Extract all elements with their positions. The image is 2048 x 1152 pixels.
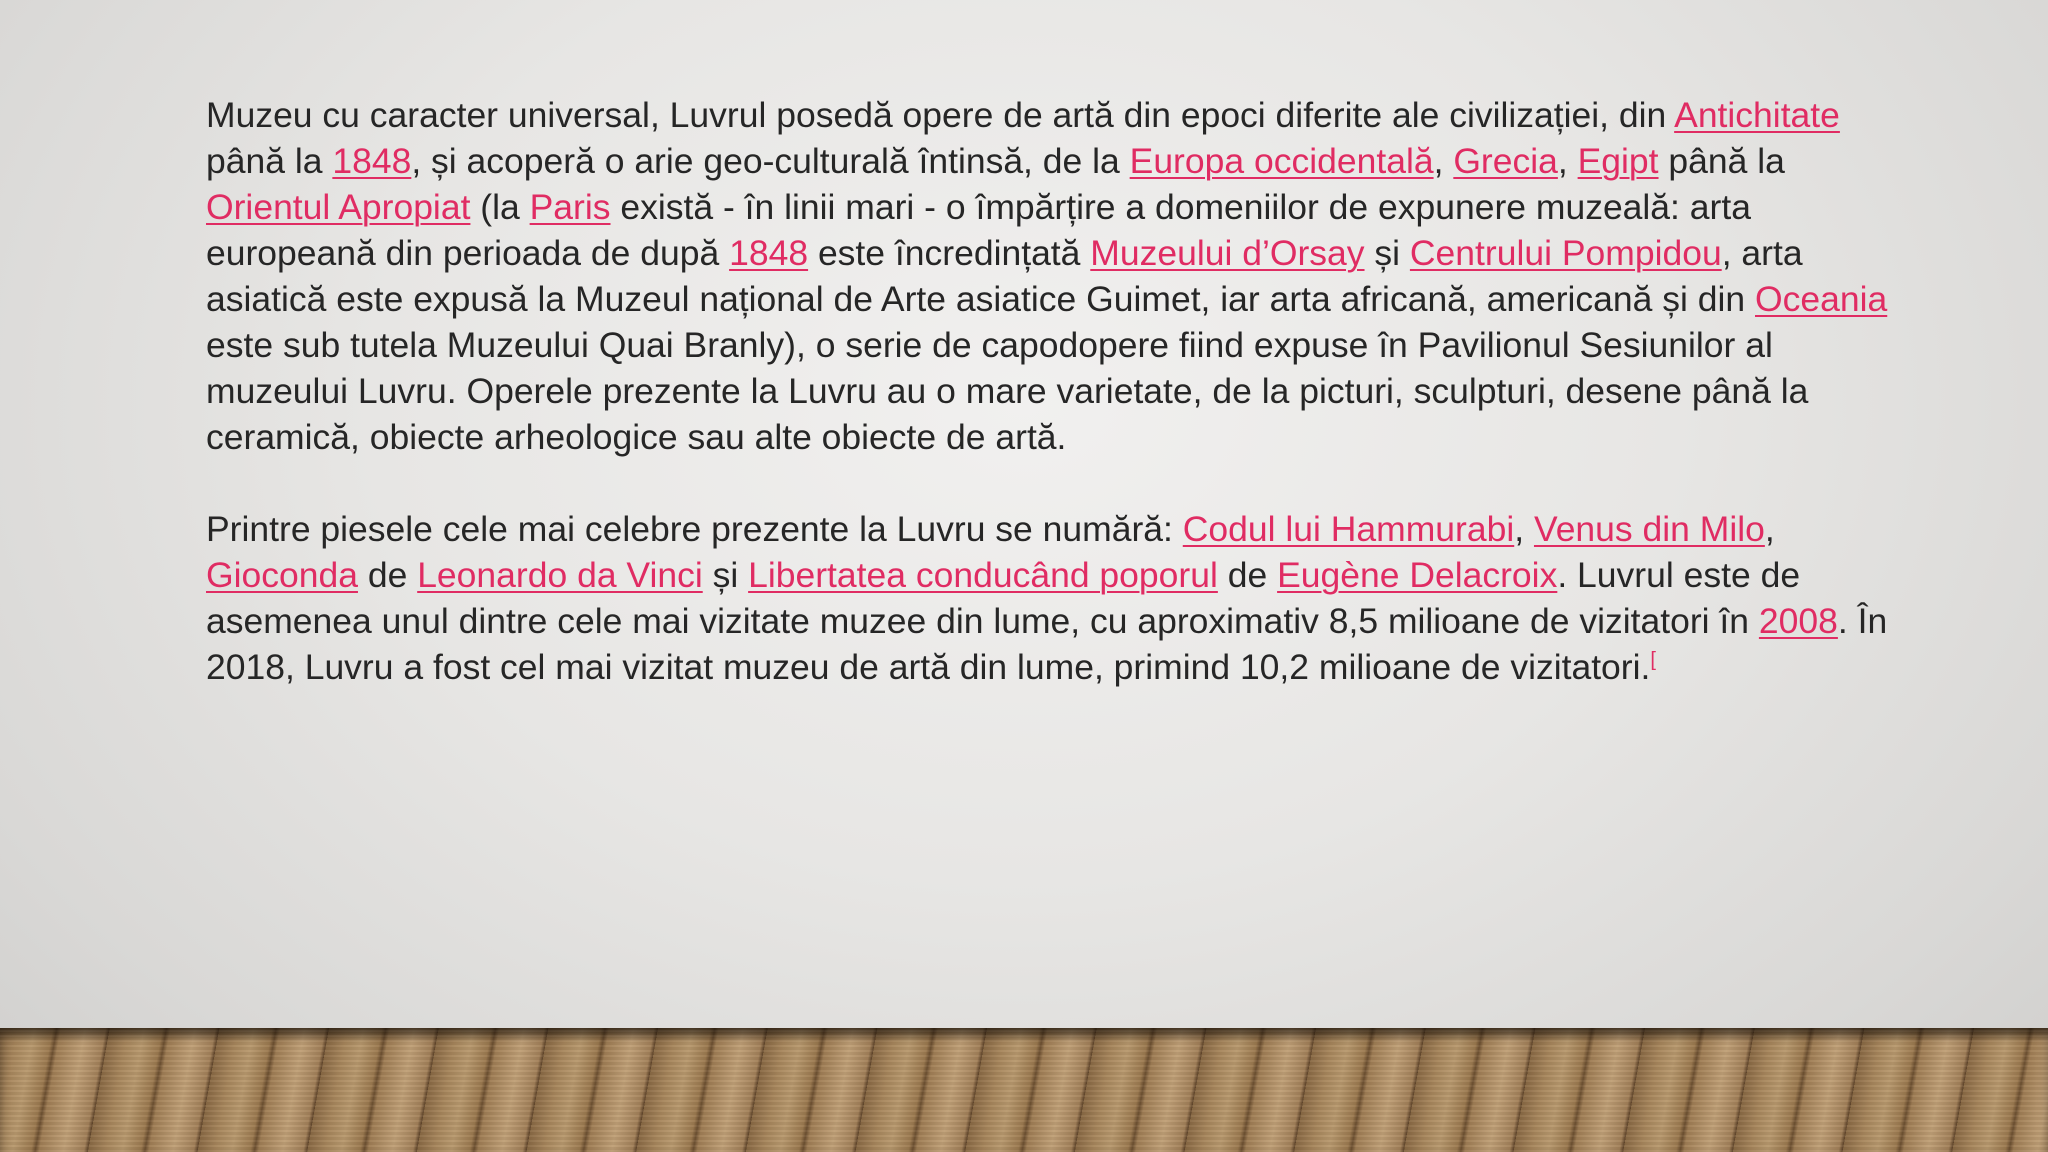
link-muzeul-orsay[interactable]: Muzeului d’Orsay — [1090, 233, 1365, 273]
link-egipt[interactable]: Egipt — [1577, 141, 1659, 181]
link-paris[interactable]: Paris — [529, 187, 611, 227]
link-2008[interactable]: 2008 — [1758, 601, 1838, 641]
link-europa-occidentala[interactable]: Europa occidentală — [1129, 141, 1434, 181]
link-1848-second[interactable]: 1848 — [729, 233, 809, 273]
link-oceania[interactable]: Oceania — [1755, 279, 1888, 319]
reference-marker[interactable]: [ — [1650, 649, 1656, 672]
link-gioconda[interactable]: Gioconda — [206, 555, 358, 595]
link-libertatea-conducand-poporul[interactable]: Libertatea conducând poporul — [748, 555, 1218, 595]
link-grecia[interactable]: Grecia — [1453, 141, 1558, 181]
link-codul-lui-hammurabi[interactable]: Codul lui Hammurabi — [1182, 509, 1515, 549]
slide-text-body — [206, 92, 1906, 690]
link-eugene-delacroix[interactable]: Eugène Delacroix — [1277, 555, 1558, 595]
link-antichitate[interactable]: Antichitate — [1674, 95, 1840, 135]
link-centrul-pompidou[interactable]: Centrului Pompidou — [1409, 233, 1722, 273]
paragraph-famous-pieces: Printre piesele cele mai celebre prezente la Luvru se numără: Codul lui Hammurabi, Venus din Milo, Gioconda de Leonardo da Vinci și Libertatea conducând poporul de Eugène Delacroix. Luvrul este de asemenea unul dintre cele mai vizitate muzee din lume, cu aproximativ 8,5 milioane de vizitatori în 2008. În 2018, Luvru a fost cel mai vizitat muzeu de artă din lume, primind 10,2 milioane de vizitatori.[ — [206, 509, 1888, 687]
link-leonardo-da-vinci[interactable]: Leonardo da Vinci — [417, 555, 703, 595]
paragraph-louvre-collections: Muzeu cu caracter universal, Luvrul posedă opere de artă din epoci diferite ale civilizației, din Antichitate până la 1848, și acoperă o arie geo-culturală întinsă, de la Europa occidentală, Grecia, Egipt până la Orientul Apropiat (la Paris există - în linii mari - o împărțire a domeniilor de expunere muzeală: arta europeană din perioada de după 1848 este încredințată Muzeului d’Orsay și Centrului Pompidou, arta asiatică este expusă la Muzeul național de Arte asiatice Guimet, iar arta africană, americană și din Oceania este sub tutela Muzeului Quai Branly), o serie de capodopere fiind expuse în Pavilionul Sesiunilor al muzeului Luvru. Operele prezente la Luvru au o mare varietate, de la picturi, sculpturi, desene până la ceramică, obiecte arheologice sau alte obiecte de artă. — [206, 95, 1888, 457]
link-orientul-apropiat[interactable]: Orientul Apropiat — [206, 187, 471, 227]
link-1848[interactable]: 1848 — [332, 141, 412, 181]
wooden-floor-decoration — [0, 1028, 2048, 1152]
link-venus-din-milo[interactable]: Venus din Milo — [1533, 509, 1765, 549]
